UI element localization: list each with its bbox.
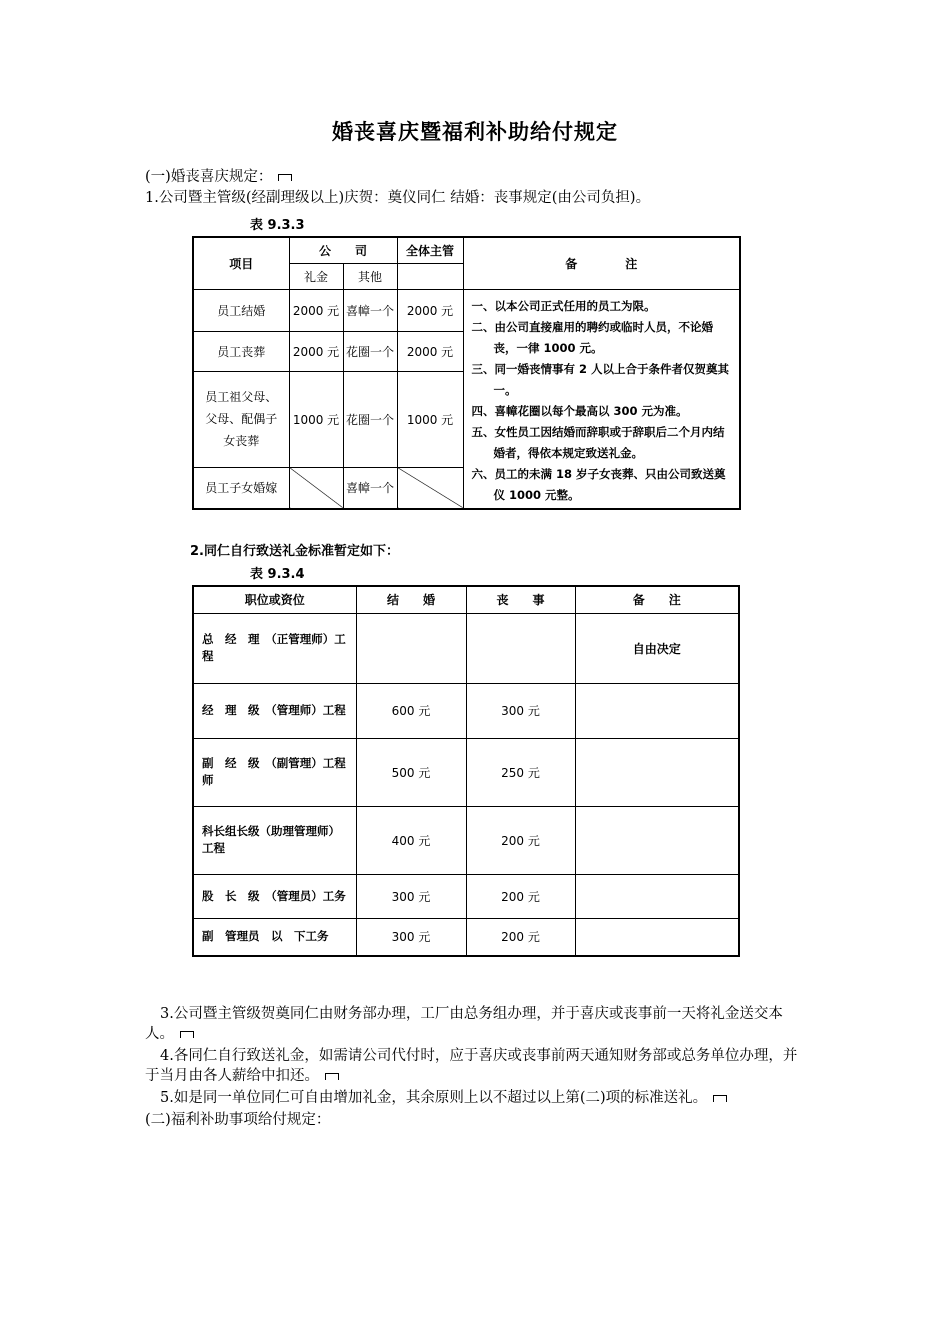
table-cell-manager: 2000 元 — [397, 289, 463, 331]
table-cell-remark — [575, 874, 739, 918]
section-heading-2: (二)福利补助事项给付规定： — [145, 1112, 331, 1128]
table-cell-wedding: 300 元 — [356, 918, 466, 956]
table-cell-empty-diagonal — [397, 467, 463, 509]
paragraph-mark-icon — [713, 1095, 727, 1102]
header-remark: 备 注 — [575, 586, 739, 613]
table-row-position: 股 长 级 （管理员）工务 — [193, 874, 356, 918]
table-cell-funeral: 200 元 — [466, 874, 575, 918]
table-cell-other: 花圈一个 — [343, 331, 397, 371]
header-remark: 备 注 — [463, 237, 740, 289]
remark-6: 六、员工的未满 18 岁子女丧葬、只由公司致送奠仪 1000 元整。 — [471, 466, 726, 502]
table-cell-other: 喜幛一个 — [343, 289, 397, 331]
table-row-position: 总 经 理 （正管理师）工程 — [193, 613, 356, 683]
header-position: 职位或资位 — [193, 586, 356, 613]
table-cell-wedding: 400 元 — [356, 806, 466, 874]
remark-4: 四、喜幛花圈以每个最高以 300 元为准。 — [471, 403, 688, 418]
paragraph-mark-icon — [278, 174, 292, 181]
table-cell-gift: 2000 元 — [289, 331, 343, 371]
header-funeral: 丧 事 — [466, 586, 575, 613]
table-cell-manager: 1000 元 — [397, 371, 463, 467]
header-other: 其他 — [343, 263, 397, 289]
table-row-position: 经 理 级 （管理师）工程 — [193, 683, 356, 738]
header-wedding: 结 婚 — [356, 586, 466, 613]
table-row-position: 副 经 级 （副管理）工程师 — [193, 738, 356, 806]
remark-3: 三、同一婚丧情事有 2 人以上合于条件者仅贺奠其一。 — [471, 361, 730, 397]
remarks-cell — [463, 289, 740, 509]
table-cell-funeral: 250 元 — [466, 738, 575, 806]
remark-5: 五、女性员工因结婚而辞职或于辞职后二个月内结婚者，得依本规定致送礼金。 — [471, 424, 725, 460]
paragraph-mark-icon — [325, 1073, 339, 1080]
table-cell-remark — [575, 738, 739, 806]
table-wedding-funeral-company — [192, 236, 741, 510]
header-item: 项目 — [193, 237, 289, 289]
table-cell-manager: 2000 元 — [397, 331, 463, 371]
table-cell-wedding: 500 元 — [356, 738, 466, 806]
item-1: 1.公司暨主管级(经副理级以上)庆贺：奠仪同仁 结婚：丧事规定(由公司负担)。 — [145, 190, 651, 206]
remark-1: 一、以本公司正式任用的员工为限。 — [471, 298, 656, 313]
table-cell-empty-diagonal — [289, 467, 343, 509]
item-3: 3.公司暨主管级贺奠同仁由财务部办理，工厂由总务组办理，并于喜庆或丧事前一天将礼金送交本人。 — [145, 1006, 783, 1042]
table-cell-gift: 2000 元 — [289, 289, 343, 331]
table-row-position: 科长组长级（助理管理师）工程 — [193, 806, 356, 874]
item-2: 2.同仁自行致送礼金标准暂定如下： — [190, 544, 399, 559]
table-cell-remark — [575, 806, 739, 874]
table-cell-wedding: 600 元 — [356, 683, 466, 738]
table-row-item: 员工祖父母、父母、配偶子女丧葬 — [193, 371, 289, 467]
item-5: 5.如是同一单位同仁可自由增加礼金，其余原则上以不超过以上第(二)项的标准送礼。 — [145, 1088, 805, 1108]
table-cell-funeral: 200 元 — [466, 918, 575, 956]
header-all-managers: 全体主管 — [397, 237, 463, 263]
table-caption-1: 表 9.3.3 — [250, 218, 305, 233]
table-cell-funeral — [466, 613, 575, 683]
table-cell-funeral: 200 元 — [466, 806, 575, 874]
table-cell-other: 花圈一个 — [343, 371, 397, 467]
table-row-item: 员工结婚 — [193, 289, 289, 331]
table-cell-other: 喜幛一个 — [343, 467, 397, 509]
table-row-item: 员工子女婚嫁 — [193, 467, 289, 509]
paragraph-mark-icon — [180, 1031, 194, 1038]
table-row-item: 员工丧葬 — [193, 331, 289, 371]
section-heading-1: (一)婚丧喜庆规定： — [145, 165, 292, 186]
header-gift-money: 礼金 — [289, 263, 343, 289]
item-4: 4.各同仁自行致送礼金，如需请公司代付时，应于喜庆或丧事前两天通知财务部或总务单位办理，并于当月由各人薪给中扣还。 — [145, 1048, 798, 1084]
table-cell-gift: 1000 元 — [289, 371, 343, 467]
table-caption-2: 表 9.3.4 — [250, 567, 305, 582]
table-cell-remark — [575, 683, 739, 738]
remark-2: 二、由公司直接雇用的聘约或临时人员，不论婚丧，一律 1000 元。 — [471, 319, 713, 355]
table-row-position: 副 管理员 以 下工务 — [193, 918, 356, 956]
table-cell-wedding: 300 元 — [356, 874, 466, 918]
table-cell-funeral: 300 元 — [466, 683, 575, 738]
table-cell-remark: 自由决定 — [575, 613, 739, 683]
table-cell-remark — [575, 918, 739, 956]
page-title: 婚丧喜庆暨福利补助给付规定 — [332, 119, 618, 144]
table-cell-wedding — [356, 613, 466, 683]
table-employee-gift-standard — [192, 585, 740, 957]
header-company: 公 司 — [289, 237, 397, 263]
